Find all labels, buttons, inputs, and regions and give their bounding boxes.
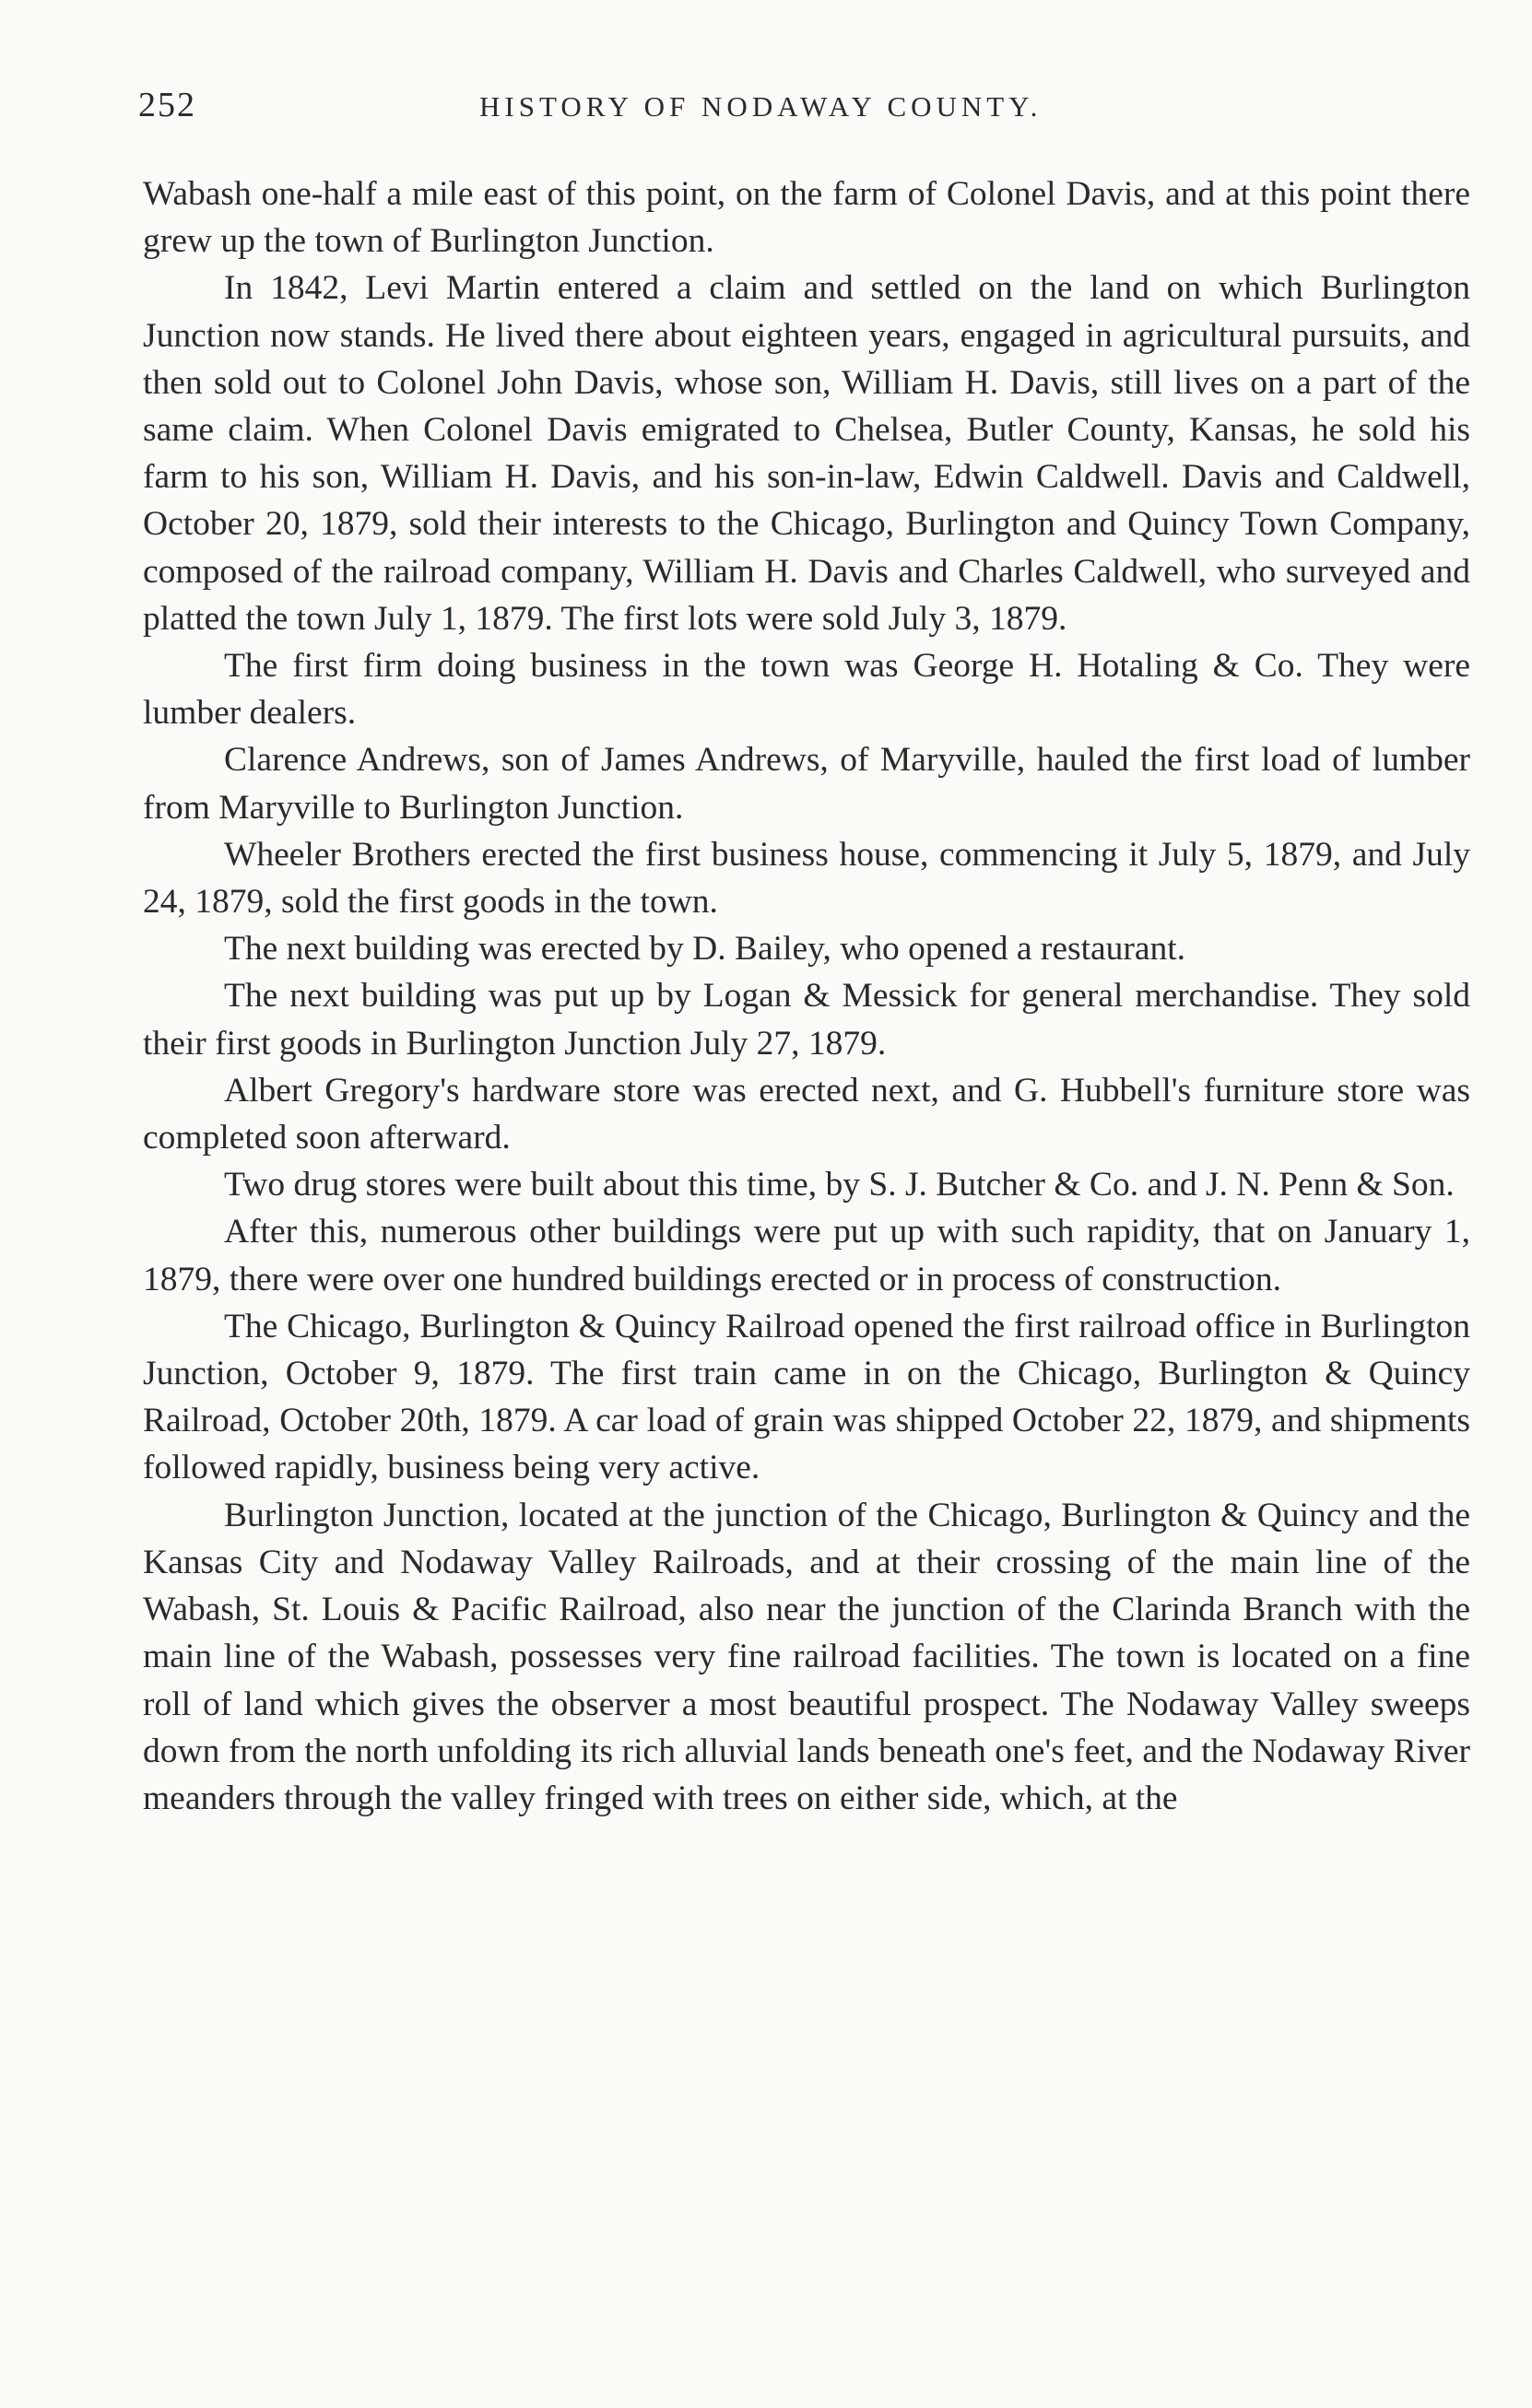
paragraph-wheeler-brothers: Wheeler Brothers erected the first business house, commencing it July 5, 1879, and July 24, 1879, sold the first goods in the town.: [143, 835, 1470, 922]
paragraph-first-firm: The first firm doing business in the town was George H. Hotaling & Co. They were lumber dealers.: [143, 647, 1470, 733]
page-number: 252: [138, 86, 196, 124]
paragraph-levi-martin: In 1842, Levi Martin entered a claim and settled on the land on which Burlington Junction now stands. He lived there about eighteen years, engaged in agricultural pursuits, and then sold out to Colonel John Davis, whose son, William H. Davis, still lives on a part of the same claim. When Colonel Davis emigrated to Chelsea, Butler County, Kansas, he sold his farm to his son, William H. Davis, and his son-in-law, Edwin Caldwell. Davis and Caldwell, October 20, 1879, sold their interests to the Chicago, Burlington and Quincy Town Company, composed of the railroad company, William H. Davis and Charles Caldwell, who surveyed and platted the town July 1, 1879. The first lots were sold July 3, 1879.: [143, 269, 1470, 638]
paragraph-continuation: Wabash one-half a mile east of this point, on the farm of Colonel Davis, and at this point there grew up the town of Burlington Junction.: [143, 175, 1470, 261]
paragraph-hardware-store: Albert Gregory's hardware store was erected next, and G. Hubbell's furniture store was completed soon afterward.: [143, 1071, 1470, 1157]
body-text: [143, 170, 1470, 1822]
paragraph-railroad-office: The Chicago, Burlington & Quincy Railroad opened the first railroad office in Burlington Junction, October 9, 1879. The first train came in on the Chicago, Burlington & Quincy Railroad, October 20th, 1879. A car load of grain was shipped October 22, 1879, and shipments followed rapidly, business being very active.: [143, 1307, 1470, 1487]
paragraph-clarence-andrews: Clarence Andrews, son of James Andrews, of Maryville, hauled the first load of lumber from Maryville to Burlington Junction.: [143, 741, 1470, 827]
paragraph-town-location: Burlington Junction, located at the junction of the Chicago, Burlington & Quincy and the Kansas City and Nodaway Valley Railroads, and at their crossing of the main line of the Wabash, St. Louis & Pacific Railroad, also near the junction of the Clarinda Branch with the main line of the Wabash, possesses very fine railroad facilities. The town is located on a fine roll of land which gives the observer a most beautiful prospect. The Nodaway Valley sweeps down from the north unfolding its rich alluvial lands beneath one's feet, and the Nodaway River meanders through the valley fringed with trees on either side, which, at the: [143, 1496, 1470, 1817]
paragraph-drug-stores: Two drug stores were built about this time, by S. J. Butcher & Co. and J. N. Penn & Son.: [224, 1166, 1455, 1204]
paragraph-bailey-restaurant: The next building was erected by D. Bailey, who opened a restaurant.: [224, 930, 1186, 969]
paragraph-rapid-building: After this, numerous other buildings were put up with such rapidity, that on January 1, 1879, there were over one hundred buildings erected or in process of construction.: [143, 1213, 1470, 1298]
paragraph-logan-messick: The next building was put up by Logan & Messick for general merchandise. They sold their first goods in Burlington Junction July 27, 1879.: [143, 977, 1470, 1063]
running-title: HISTORY OF NODAWAY COUNTY.: [479, 90, 1043, 123]
running-head: [138, 85, 1466, 131]
